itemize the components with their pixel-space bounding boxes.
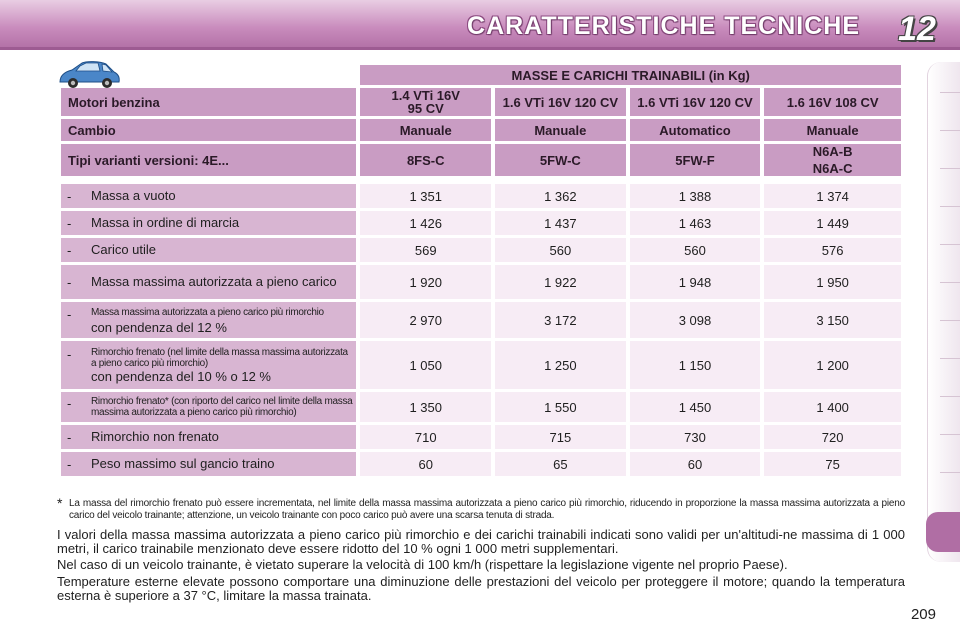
table-cell: 1 920: [360, 265, 491, 299]
table-cell: 1 050: [360, 341, 491, 389]
table-cell: 1 550: [495, 392, 626, 422]
table-row: - Rimorchio frenato* (con riporto del carico nel limite della massa massima autorizzata a pieno carico più rimorchio) 1 350 1 550 1 450 1 400: [61, 392, 901, 422]
table-cell: 3 150: [764, 302, 901, 338]
table-cell: 2 970: [360, 302, 491, 338]
gearbox-cell: Manuale: [360, 119, 491, 141]
table-row: - Massa massima autorizzata a pieno carico più rimorchio con pendenza del 12 % 2 970 3 172 3 098 3 150: [61, 302, 901, 338]
gearbox-cell: Manuale: [764, 119, 901, 141]
table-cell: 75: [764, 452, 901, 476]
row-label: Rimorchio frenato* (con riporto del carico nel limite della massa massima autorizzata a pieno carico più rimorchio): [91, 396, 353, 418]
row-label: Massa massima autorizzata a pieno carico: [91, 273, 337, 289]
table-cell: 1 463: [630, 211, 761, 235]
row-label: Massa massima autorizzata a pieno carico più rimorchio: [91, 306, 324, 318]
table-cell: 560: [495, 238, 626, 262]
table-cell: 1 400: [764, 392, 901, 422]
table-row: - Massa in ordine di marcia 1 426 1 437 1 463 1 449: [61, 211, 901, 235]
engine-header: 1.6 VTi 16V 120 CV: [630, 88, 761, 116]
page-title: CARATTERISTICHE TECNICHE: [467, 12, 860, 40]
table-cell: 1 922: [495, 265, 626, 299]
table-title: MASSE E CARICHI TRAINABILI (in Kg): [360, 65, 901, 85]
chapter-tab-rail: [927, 62, 960, 562]
table-cell: 1 426: [360, 211, 491, 235]
table-cell: 576: [764, 238, 901, 262]
engine-header: 1.4 VTi 16V 95 CV: [360, 88, 491, 116]
footnote: [57, 495, 905, 522]
table-cell: 1 374: [764, 184, 901, 208]
row-label: Massa a vuoto: [91, 187, 176, 203]
variant-cell: N6A-B N6A-C: [764, 144, 901, 176]
table-cell: 1 350: [360, 392, 491, 422]
table-cell: 560: [630, 238, 761, 262]
table-cell: 1 200: [764, 341, 901, 389]
table-cell: 1 450: [630, 392, 761, 422]
table-row: - Rimorchio frenato (nel limite della massa massima autorizzata a pieno carico più rimorchio) con pendenza del 10 % o 12 % 1 050 1 250 1 150 1 200: [61, 341, 901, 389]
variant-cell: 5FW-F: [630, 144, 761, 176]
paragraph-temperature: Temperature esterne elevate possono comportare una diminuzione delle prestazioni del veicolo per proteggere il motore; quando la temperatura esterna è superiore a 37 °C, limitare la massa trainata.: [57, 574, 905, 603]
variant-cell: 5FW-C: [495, 144, 626, 176]
row-label: Massa in ordine di marcia: [91, 214, 240, 230]
table-row: - Carico utile 569 560 560 576: [61, 238, 901, 262]
engine-header: 1.6 16V 108 CV: [764, 88, 901, 116]
table-cell: 720: [764, 425, 901, 449]
row-label: Peso massimo sul gancio traino: [91, 455, 275, 471]
table-cell: 1 250: [495, 341, 626, 389]
table-cell: 569: [360, 238, 491, 262]
gearbox-cell: Manuale: [495, 119, 626, 141]
paragraph-speed-limit: Nel caso di un veicolo trainante, è vietato superare la velocità di 100 km/h (rispettare la legislazione vigente nel proprio Paese).: [57, 557, 788, 572]
table-cell: 65: [495, 452, 626, 476]
row-label: Rimorchio frenato (nel limite della massa massima autorizzata a pieno carico più rimorchio): [91, 347, 348, 369]
row-label: Rimorchio non frenato: [91, 428, 219, 444]
table-row: - Massa massima autorizzata a pieno carico 1 920 1 922 1 948 1 950: [61, 265, 901, 299]
gearbox-label: Cambio: [61, 119, 356, 141]
paragraph-altitude: I valori della massa massima autorizzata a pieno carico più rimorchio e dei carichi trainabili indicati sono validi per un'altitudi-ne massima di 1 000 metri, il carico trainabile menzionato deve essere ridotto del 10 % ogni 1 000 metri supplementari.: [57, 527, 905, 556]
table-cell: 60: [360, 452, 491, 476]
table-cell: 1 449: [764, 211, 901, 235]
table-cell: 1 150: [630, 341, 761, 389]
page-number: 209: [910, 606, 936, 623]
footnote-text: La massa del rimorchio frenato può essere incrementata, nel limite della massa massima autorizzata a pieno carico più rimorchio, riducendo in proporzione la massa massima autorizzata a pieno carico del veicolo trainante; attenzione, un veicolo trainante con poco carico può avere una scarsa tenuta di strada.: [69, 498, 905, 521]
table-cell: 1 351: [360, 184, 491, 208]
table-cell: 3 098: [630, 302, 761, 338]
chapter-tab-active[interactable]: [926, 512, 960, 552]
table-cell: 1 388: [630, 184, 761, 208]
table-cell: 3 172: [495, 302, 626, 338]
row-label-note: con pendenza del 12 %: [91, 319, 227, 335]
table-row: - Massa a vuoto 1 351 1 362 1 388 1 374: [61, 184, 901, 208]
variant-cell: 8FS-C: [360, 144, 491, 176]
engines-label: Motori benzina: [61, 88, 356, 116]
table-cell: 60: [630, 452, 761, 476]
table-cell: 1 437: [495, 211, 626, 235]
table-row: - Rimorchio non frenato 710 715 730 720: [61, 425, 901, 449]
table-cell: 1 948: [630, 265, 761, 299]
table-cell: 730: [630, 425, 761, 449]
table-cell: 1 950: [764, 265, 901, 299]
gearbox-cell: Automatico: [630, 119, 761, 141]
masses-table: [57, 62, 905, 479]
table-cell: 710: [360, 425, 491, 449]
row-label-note: con pendenza del 10 % o 12 %: [91, 369, 271, 384]
footnote-star: *: [57, 495, 63, 511]
table-cell: 1 362: [495, 184, 626, 208]
table-row: - Peso massimo sul gancio traino 60 65 60 75: [61, 452, 901, 476]
engine-header: 1.6 VTi 16V 120 CV: [495, 88, 626, 116]
chapter-number-badge: 12: [898, 9, 936, 48]
table-cell: 715: [495, 425, 626, 449]
row-label: Carico utile: [91, 241, 157, 257]
variants-label: Tipi varianti versioni: 4E...: [61, 144, 356, 176]
